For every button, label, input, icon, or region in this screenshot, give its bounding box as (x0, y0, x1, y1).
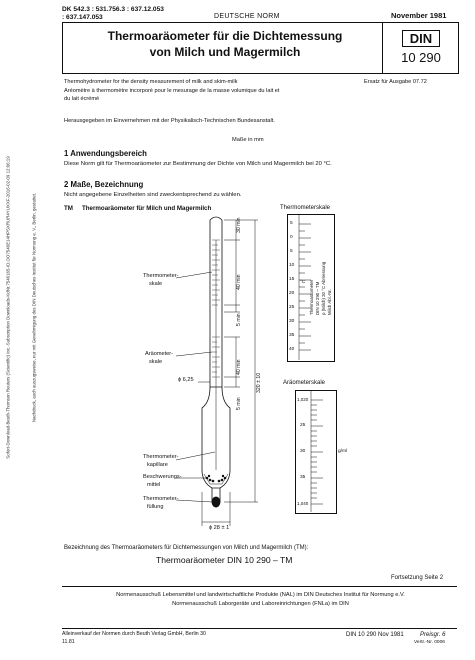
dk-number-2: : 637.147.053 (62, 14, 103, 21)
intro-replaces: Ersatz für Ausgabe 07.72 (364, 79, 427, 85)
committee-line-2: Normenausschuß Laborgeräte und Laboreinrichtungen (FNLa) im DIN (172, 601, 349, 607)
committee-line-1: Normenausschuß Lebensmittel und landwirtschaftliche Produkte (NAL) im DIN Deutsches Institut für Normung e.V. (116, 592, 405, 598)
intro-french-1: Aréomètre à thermomètre incorporé pour le mesurage de la masse volumique du lait et (64, 88, 280, 94)
label-beschwerung-2: mittel (147, 482, 161, 488)
footer-publisher: Alleinverkauf der Normen durch Beuth Verlag GmbH, Berlin 30 (62, 631, 206, 637)
thermo-tick-3: 10 (289, 263, 295, 268)
side-note-left-text: Sofort-Download-Beuth-Thomson Reuters (Scientific) Inc.-Subscription Downloads-KdNr.7546165-ID.OO7546E14HPSXRUR4YUXXF-2016-02-09 12:06:19 (5, 156, 11, 459)
dim-d625: ϕ 6,25 (178, 377, 194, 383)
thermo-tick-6: 25 (289, 305, 295, 310)
dim-320: 320 ± 10 (256, 372, 262, 393)
dim-30: 30 min (236, 217, 242, 233)
figure-tm-title: Thermoaräometer für Milch und Magermilch (82, 205, 212, 212)
thermo-tick-7: 30 (289, 319, 295, 324)
intro-french-2: du lait écrémé (64, 96, 100, 102)
thermo-tick-0: 5 (290, 221, 293, 226)
header-date: November 1981 (391, 11, 447, 20)
label-beschwerung-1: Beschwerungs- (143, 474, 182, 480)
designation-value: Thermoaräometer DIN 10 290 – TM (156, 555, 293, 565)
label-thermo-skale-1: Thermometer- (143, 273, 179, 279)
thermo-unit: °C (300, 280, 306, 285)
thermo-tick-4: 15 (289, 277, 295, 282)
section-1-text: Diese Norm gilt für Thermoaräometer zur Bestimmung der Dichte von Milch und Magermilch bei 20 °C. (64, 161, 332, 167)
label-thermo-skale-2: skale (149, 281, 163, 287)
footer-vertr: Vertr.-Nr. 0006 (414, 640, 445, 645)
norm-label: DEUTSCHE NORM (214, 13, 280, 20)
areo-tick-35: 35 (300, 475, 306, 480)
side-note-right-text: Nachdruck, auch auszugsweise, nur mit Genehmigung des DIN Deutsches Institut für Normung e. V., Berlin, gestattet. (31, 192, 37, 423)
din-logo-text: DIN (409, 31, 433, 46)
hydrometer-drawing (140, 212, 270, 542)
din-logo (402, 30, 440, 47)
section-1-heading: 1 Anwendungsbereich (64, 149, 147, 158)
side-note-left (6, 0, 11, 628)
dim-40b: 40 min (236, 359, 242, 375)
din-number: 10 290 (401, 50, 441, 65)
dim-5b: 5 min (236, 397, 242, 410)
designation-label: Bezeichnung des Thermoaräometers für Dichtemessungen von Milch und Magermilch (TM): (64, 545, 309, 551)
footer-price: Preisgr. 6 (420, 632, 446, 638)
thermo-inscription-3: ρ (Milch) 20 °C Abmessung (321, 261, 326, 315)
title-line-1: Thermoaräometer für die Dichtemessung (107, 29, 343, 43)
thermo-inscription-1: Thermoaräometer (309, 279, 314, 315)
areo-bottom: 1,040 (297, 501, 309, 506)
thermo-tick-8: 35 (289, 333, 295, 338)
areo-tick-30: 30 (300, 449, 306, 454)
areo-tick-25: 25 (300, 423, 306, 428)
footer-rule (62, 628, 457, 629)
label-kapillare-2: kapillare (147, 462, 168, 468)
section-2-text: Nicht angegebene Einzelheiten sind zweckentsprechend zu wählen. (64, 192, 242, 198)
footer-code: 11.81 (62, 639, 75, 645)
areometer-scale-title: Aräometerskale (283, 380, 326, 386)
areo-top: 1,020 (297, 397, 309, 402)
thermometer-scale-title: Thermometerskale (280, 205, 331, 211)
label-areo-skale-2: skale (149, 359, 163, 365)
thermo-tick-2: 5 (290, 249, 293, 254)
title-divider (382, 22, 383, 73)
side-note-right (32, 0, 37, 628)
label-fuellung-1: Thermometer- (143, 496, 179, 502)
label-fuellung-2: füllung (147, 504, 164, 510)
section-2-heading: 2 Maße, Bezeichnung (64, 180, 144, 189)
intro-units: Maße in mm (232, 137, 264, 143)
dk-number: DK 542.3 : 531.756.3 : 637.12.053 (62, 6, 164, 13)
label-kapillare-1: Thermometer- (143, 454, 179, 460)
thermo-inscription-2: DIN 10 290 – TM (315, 281, 320, 315)
dim-40a: 40 min (236, 274, 242, 290)
figure-tm-code: TM (64, 205, 73, 212)
footer-din-ref: DIN 10 290 Nov 1981 (346, 632, 404, 638)
intro-publisher: Herausgegeben im Einvernehmen mit der Physikalisch-Technischen Bundesanstalt. (64, 118, 275, 124)
dim-d28: ϕ 28 ± 1 (209, 525, 230, 531)
thermo-tick-1: 0 (290, 235, 293, 240)
thermo-tick-9: 40 (289, 347, 295, 352)
title-line-2: von Milch und Magermilch (149, 45, 301, 59)
continuation-note: Fortsetzung Seite 2 (391, 575, 444, 581)
thermo-tick-5: 20 (289, 291, 295, 296)
thermo-inscription-4: Milch Abl.-Nr. (327, 289, 332, 315)
committee-rule-top (62, 586, 457, 587)
label-areo-skale-1: Aräometer- (145, 351, 173, 357)
areo-unit: g/ml (338, 449, 348, 454)
dim-5a: 5 min (236, 313, 242, 326)
intro-english: Thermohydrometer for the density measurement of milk and skim-milk (64, 79, 238, 85)
